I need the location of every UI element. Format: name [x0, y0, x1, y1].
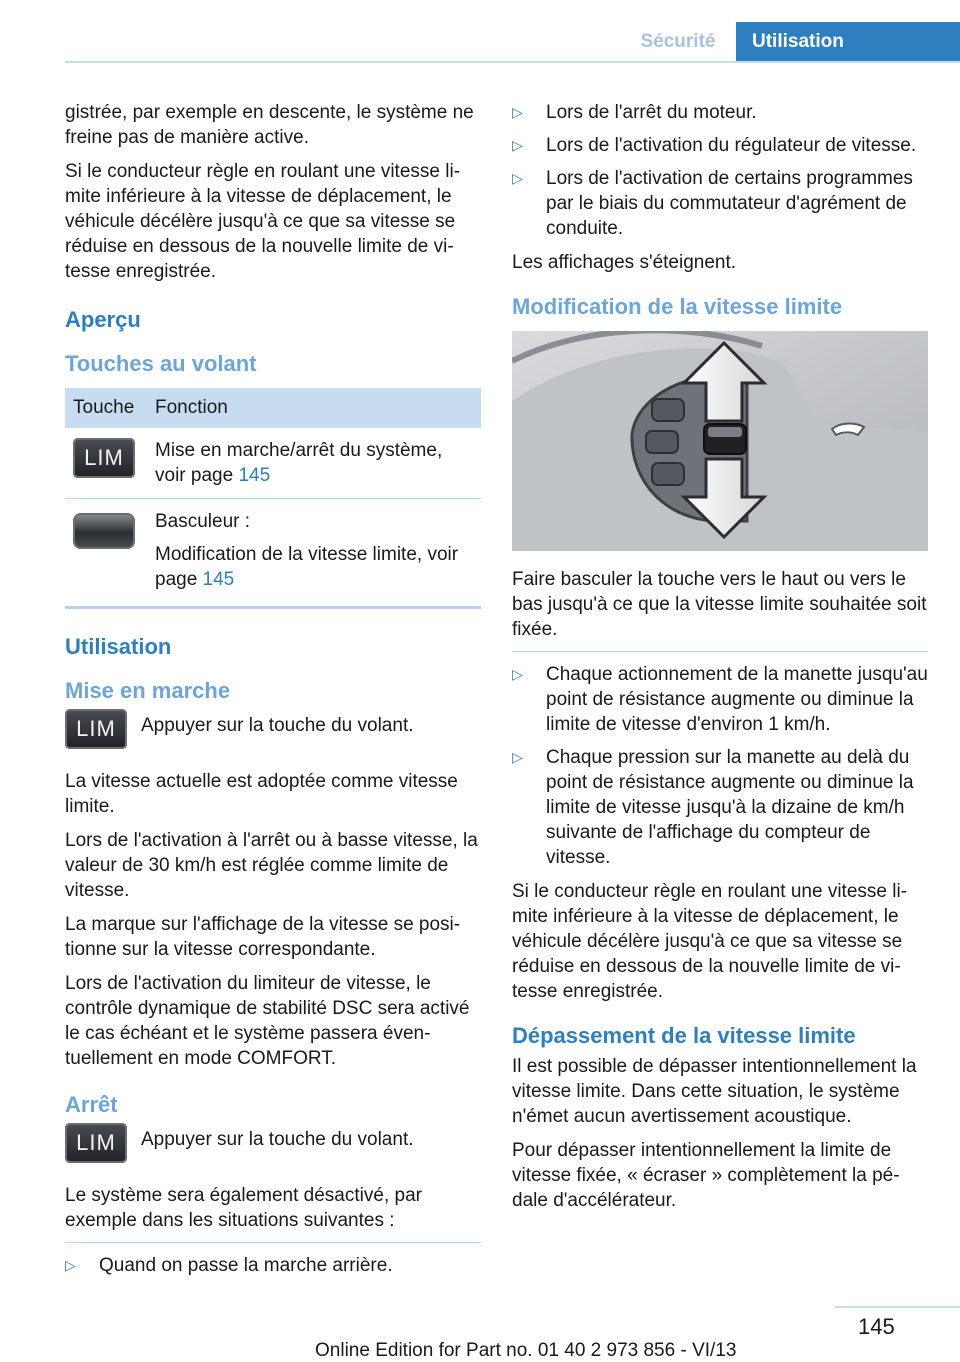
footer-divider [835, 1306, 960, 1308]
left-column [65, 100, 481, 1287]
subheading-mise-en-marche: Mise en marche [65, 678, 231, 703]
row-text: Mise en marche/arrêt du système, voir page [155, 440, 443, 486]
triangle-right-outline-icon: ▷ [512, 170, 523, 186]
subheading-touches-au-volant: Touches au volant [65, 351, 257, 376]
paragraph: Pour dépasser intentionnellement la limite de vitesse fixée, « écraser » complètement la pédale d'accélérateur. [512, 1140, 900, 1211]
table-header-fonction: Fonction [147, 388, 481, 428]
bullet-list [512, 662, 928, 870]
page-link[interactable]: 145 [238, 465, 271, 486]
paragraph: Les affichages s'éteignent. [512, 252, 737, 273]
lim-instruction [65, 709, 481, 755]
paragraph: La marque sur l'affichage de la vitesse se positionne sur la vitesse correspondante. [65, 914, 461, 960]
triangle-right-outline-icon: ▷ [65, 1257, 76, 1273]
section-heading-apercu: Aperçu [65, 307, 141, 332]
paragraph: Appuyer sur la touche du volant. [141, 1129, 414, 1150]
list-item-text: Chaque pression sur la manette au delà du point de résistance augmente ou diminue la limite de vitesse jusqu'à la dizaine de km/h suivante de l'affichage du compteur de vitesse. [546, 747, 914, 868]
paragraph: Lors de l'activation du limiteur de vitesse, le contrôle dynamique de stabilité DSC sera activé le cas échéant et le système passera éventuellement en mode COMFORT. [65, 973, 470, 1069]
paragraph: Le système sera également désactivé, par exemple dans les situations suivantes : [65, 1185, 422, 1231]
list-item-text: Quand on passe la marche arrière. [99, 1255, 393, 1276]
bullet-divider [512, 651, 928, 652]
list-item [512, 662, 928, 737]
header-divider [65, 61, 960, 63]
triangle-right-outline-icon: ▷ [512, 137, 523, 153]
paragraph: Appuyer sur la touche du volant. [141, 715, 414, 736]
list-item-text: Lors de l'activation du régulateur de vitesse. [546, 135, 917, 156]
list-item [512, 166, 928, 241]
page-number: 145 [858, 1314, 895, 1339]
triangle-right-outline-icon: ▷ [512, 104, 523, 120]
subheading-modification: Modification de la vitesse limite [512, 294, 843, 319]
lim-instruction [65, 1123, 481, 1169]
page-link[interactable]: 145 [202, 569, 235, 590]
paragraph: Lors de l'activation à l'arrêt ou à basse vitesse, la valeur de 30 km/h est réglée comme limite de vitesse. [65, 830, 478, 901]
lim-button-icon: LIM [73, 438, 135, 478]
bullet-list [512, 100, 928, 241]
section-heading-utilisation: Utilisation [65, 634, 172, 659]
triangle-right-outline-icon: ▷ [512, 749, 523, 765]
header-tab-utilisation[interactable]: Utilisation [736, 22, 960, 62]
paragraph: Il est possible de dépasser intentionnellement la vitesse limite. Dans cette situation, le système n'émet aucun avertissement acoustique. [512, 1056, 917, 1127]
paragraph: La vitesse actuelle est adoptée comme vitesse limite. [65, 771, 458, 817]
list-item [512, 133, 928, 158]
paragraph: Faire basculer la touche vers le haut ou vers le bas jusqu'à ce que la vitesse limite souhaitée soit fixée. [512, 569, 927, 640]
edition-footer: Online Edition for Part no. 01 40 2 973 856 - VI/13 [315, 1340, 737, 1361]
header-tab-securite[interactable]: Sécurité [640, 31, 716, 52]
bullet-list [65, 1253, 481, 1278]
steering-wheel-rocker-illustration [512, 331, 928, 551]
section-heading-depassement: Dépassement de la vitesse limite [512, 1023, 856, 1048]
lim-button-icon: LIM [65, 709, 127, 749]
right-column [512, 100, 928, 1222]
table-header-touche: Touche [65, 388, 147, 428]
subheading-arret: Arrêt [65, 1092, 118, 1117]
table-row [65, 428, 481, 499]
lim-button-icon: LIM [65, 1123, 127, 1163]
row-label: Basculeur : [155, 511, 251, 532]
list-item-text: Lors de l'activation de certains programmes par le biais du commutateur d'agrément de conduite. [546, 168, 913, 239]
triangle-right-outline-icon: ▷ [512, 666, 523, 682]
bullet-divider [65, 1242, 481, 1243]
rocker-switch-icon [73, 513, 135, 549]
list-item-text: Chaque actionnement de la manette jusqu'au point de résistance augmente ou diminue la limite de vitesse d'environ 1 km/h. [546, 664, 928, 735]
table-row [65, 499, 481, 607]
paragraph: Si le conducteur règle en roulant une vitesse limite inférieure à la vitesse de déplacement, le véhicule décélère jusqu'à ce que sa vitesse se réduise en dessous de la nouvelle limite de vitesse enregistrée. [65, 161, 461, 282]
row-text: Modification de la vitesse limite, voir page [155, 544, 459, 590]
list-item [65, 1253, 481, 1278]
keys-table [65, 388, 481, 606]
list-item-text: Lors de l'arrêt du moteur. [546, 102, 757, 123]
list-item [512, 100, 928, 125]
table-end-rule [65, 606, 481, 609]
list-item [512, 745, 928, 870]
paragraph: Si le conducteur règle en roulant une vitesse limite inférieure à la vitesse de déplacement, le véhicule décélère jusqu'à ce que sa vitesse se réduise en dessous de la nouvelle limite de vitesse enregistrée. [512, 881, 908, 1002]
paragraph: gistrée, par exemple en descente, le système ne freine pas de manière active. [65, 102, 474, 148]
